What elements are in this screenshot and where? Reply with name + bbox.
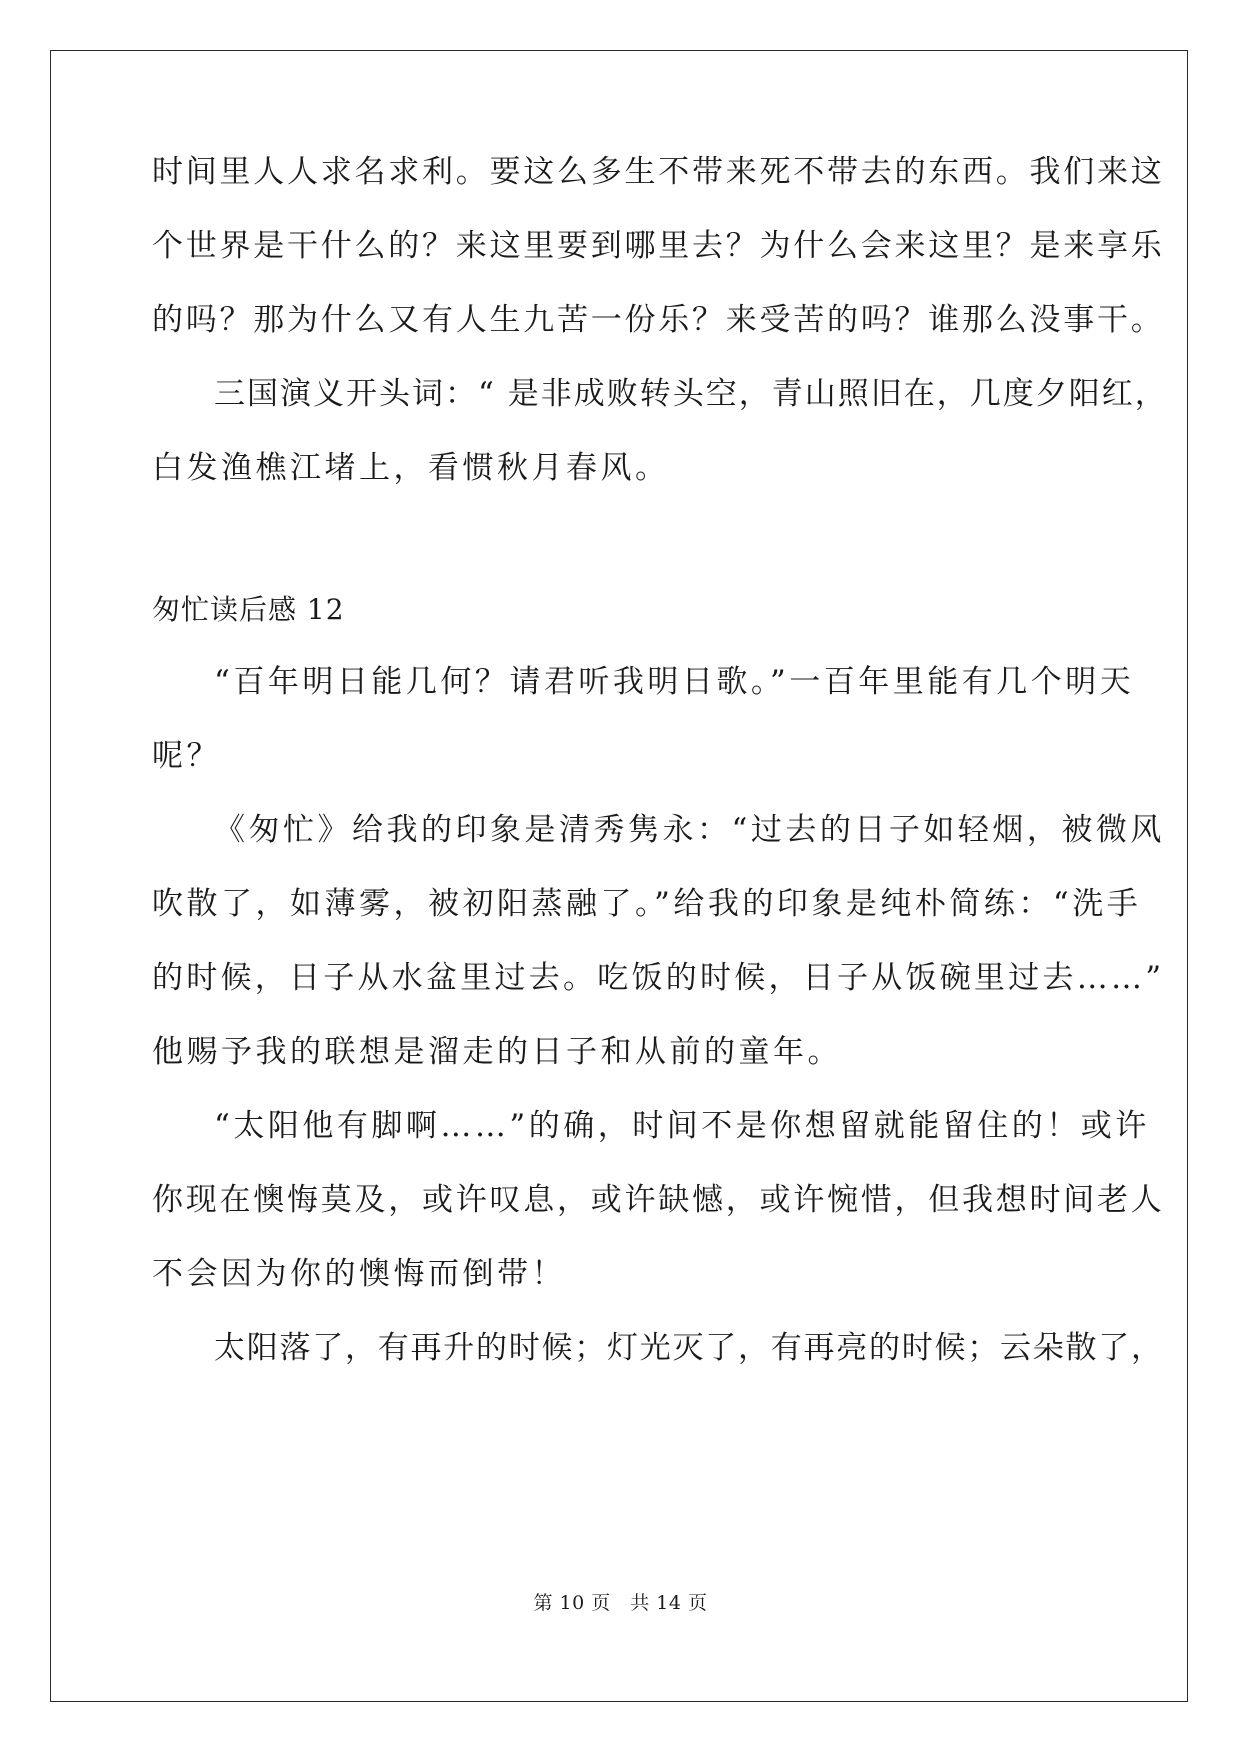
- page-number-footer: 第 10 页 共 14 页: [533, 1592, 708, 1614]
- section-heading: 匆忙读后感 12: [152, 593, 345, 626]
- text-line-9: 吹散了，如薄雾，被初阳蒸融了。”给我的印象是纯朴简练：“洗手: [152, 886, 1142, 922]
- text-line-6: “百年明日能几何？请君听我明日歌。”一百年里能有几个明天: [214, 664, 1135, 700]
- text-line-1: 时间里人人求名求利。要这么多生不带来死不带去的东西。我们来这: [152, 154, 1165, 190]
- text-line-2: 个世界是干什么的？来这里要到哪里去？为什么会来这里？是来享乐: [152, 228, 1165, 264]
- text-line-15: 太阳落了，有再升的时候；灯光灭了，有再亮的时候；云朵散了，: [214, 1330, 1164, 1366]
- text-line-11: 他赐予我的联想是溜走的日子和从前的童年。: [152, 1034, 842, 1070]
- text-line-4: 三国演义开头词：“ 是非成败转头空，青山照旧在，几度夕阳红，: [214, 376, 1168, 412]
- text-line-13: 你现在懊悔莫及，或许叹息，或许缺憾，或许惋惜，但我想时间老人: [152, 1182, 1165, 1218]
- text-line-3: 的吗？那为什么又有人生九苦一份乐？来受苦的吗？谁那么没事干。: [152, 302, 1165, 338]
- text-line-10: 的时候，日子从水盆里过去。吃饭的时候，日子从饭碗里过去……”: [152, 960, 1165, 996]
- text-line-5: 白发渔樵江堵上，看惯秋月春风。: [152, 450, 670, 486]
- page-border: [50, 50, 1188, 1702]
- text-line-14: 不会因为你的懊悔而倒带！: [152, 1256, 566, 1292]
- text-line-12: “太阳他有脚啊……”的确，时间不是你想留就能留住的！或许: [214, 1108, 1150, 1144]
- text-line-8: 《匆忙》给我的印象是清秀隽永：“过去的日子如轻烟，被微风: [214, 812, 1165, 848]
- text-line-7: 呢？: [152, 738, 221, 774]
